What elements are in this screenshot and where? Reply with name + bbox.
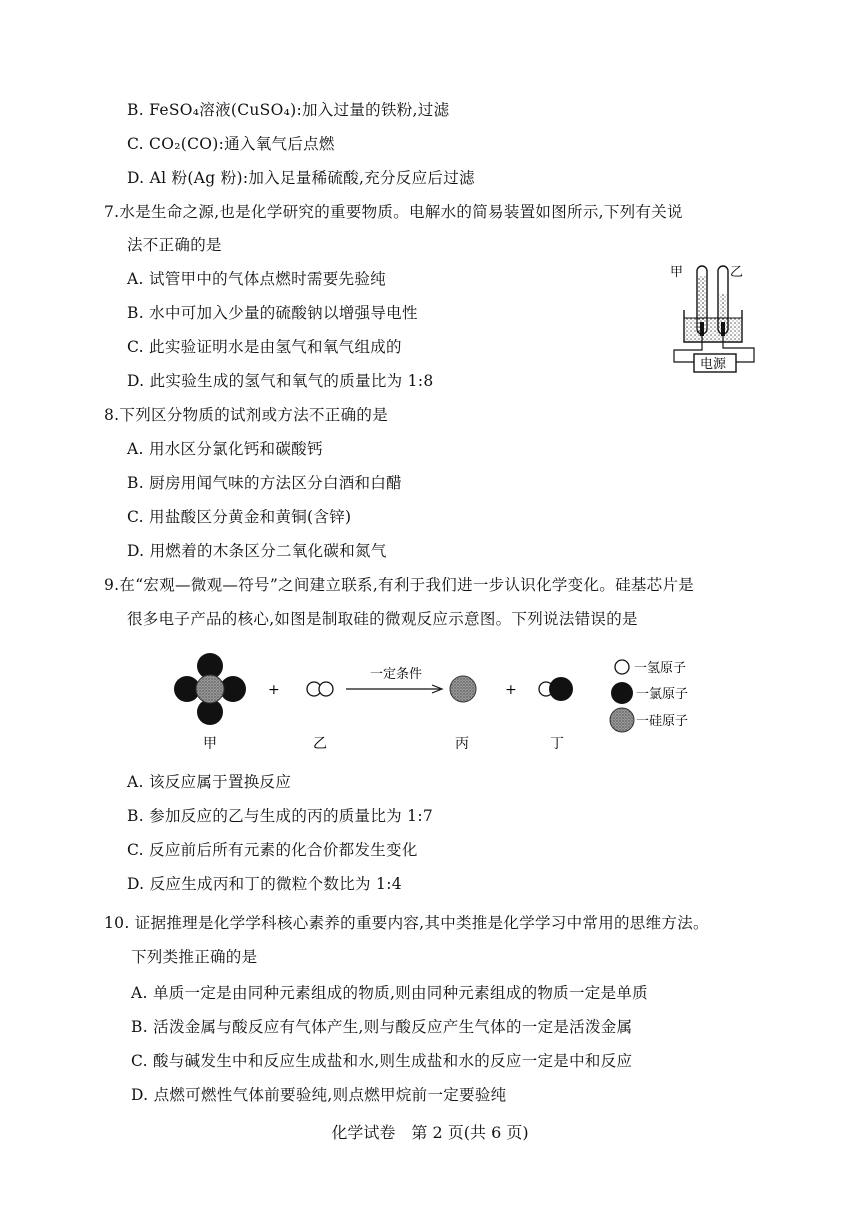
q7-option-a: A. 试管甲中的气体点燃时需要先验纯 [127,270,386,288]
q9-stem-line2: 很多电子产品的核心,如图是制取硅的微观反应示意图。下列说法错误的是 [127,610,638,628]
q9-option-a: A. 该反应属于置换反应 [127,773,292,791]
q9-option-c: C. 反应前后所有元素的化合价都发生变化 [127,841,418,859]
atom-legend [610,660,688,732]
legend-chlorine: 一氯原子 [636,687,689,702]
power-source-label: 电源 [700,357,727,372]
q6-option-b: B. FeSO₄溶液(CuSO₄):加入过量的铁粉,过滤 [127,101,450,119]
electrolysis-apparatus-figure [662,258,782,376]
q10-stem-line1: 10. 证据推理是化学学科核心素养的重要内容,其中类推是化学学习中常用的思维方法。 [104,914,709,932]
q8-option-a: A. 用水区分氯化钙和碳酸钙 [127,440,323,458]
q9-option-d: D. 反应生成丙和丁的微粒个数比为 1:4 [127,875,402,893]
q8-option-c: C. 用盐酸区分黄金和黄铜(含锌) [127,508,352,526]
q10-stem-line2: 下列类推正确的是 [131,948,258,966]
tube-label-jia: 甲 [670,265,684,280]
q7-option-d: D. 此实验生成的氢气和氧气的质量比为 1:8 [127,372,434,390]
q7-option-b: B. 水中可加入少量的硫酸钠以增强导电性 [127,304,418,322]
plus-sign-2: + [505,682,517,698]
tube-label-yi: 乙 [730,265,744,280]
q7-stem-line2: 法不正确的是 [127,236,222,254]
molecule-ding-hcl [539,677,573,701]
q6-option-c: C. CO₂(CO):通入氧气后点燃 [127,135,335,153]
label-ding: 丁 [550,736,564,752]
page-footer: 化学试卷 第 2 页(共 6 页) [331,1123,529,1142]
q10-option-a: A. 单质一定是由同种元素组成的物质,则由同种元素组成的物质一定是单质 [131,984,648,1002]
q9-option-b: B. 参加反应的乙与生成的丙的质量比为 1:7 [127,807,434,825]
plus-sign-1: + [268,682,280,698]
legend-hydrogen: 一氢原子 [634,661,687,676]
legend-silicon: 一硅原子 [636,714,689,729]
label-jia: 甲 [203,736,217,752]
q7-option-c: C. 此实验证明水是由氢气和氧气组成的 [127,338,402,356]
molecule-yi-h2 [307,682,333,696]
micro-reaction-diagram [160,648,720,763]
molecule-bing-si [450,676,476,702]
q6-option-d: D. Al 粉(Ag 粉):加入足量稀硫酸,充分反应后过滤 [127,169,475,187]
q8-stem: 8.下列区分物质的试剂或方法不正确的是 [104,406,388,424]
q8-option-d: D. 用燃着的木条区分二氧化碳和氮气 [127,542,387,560]
label-yi: 乙 [313,736,327,752]
q10-option-b: B. 活泼金属与酸反应有气体产生,则与酸反应产生气体的一定是活泼金属 [131,1018,633,1036]
molecule-jia-sicl4 [174,653,246,725]
q7-stem-line1: 7.水是生命之源,也是化学研究的重要物质。电解水的简易装置如图所示,下列有关说 [104,203,683,221]
q8-option-b: B. 厨房用闻气味的方法区分白酒和白醋 [127,474,402,492]
reaction-condition: 一定条件 [370,667,423,682]
label-bing: 丙 [455,736,469,752]
q9-stem-line1: 9.在“宏观—微观—符号”之间建立联系,有利于我们进一步认识化学变化。硅基芯片是 [104,576,695,594]
q10-option-d: D. 点燃可燃性气体前要验纯,则点燃甲烷前一定要验纯 [131,1086,507,1104]
q10-option-c: C. 酸与碱发生中和反应生成盐和水,则生成盐和水的反应一定是中和反应 [131,1052,633,1070]
